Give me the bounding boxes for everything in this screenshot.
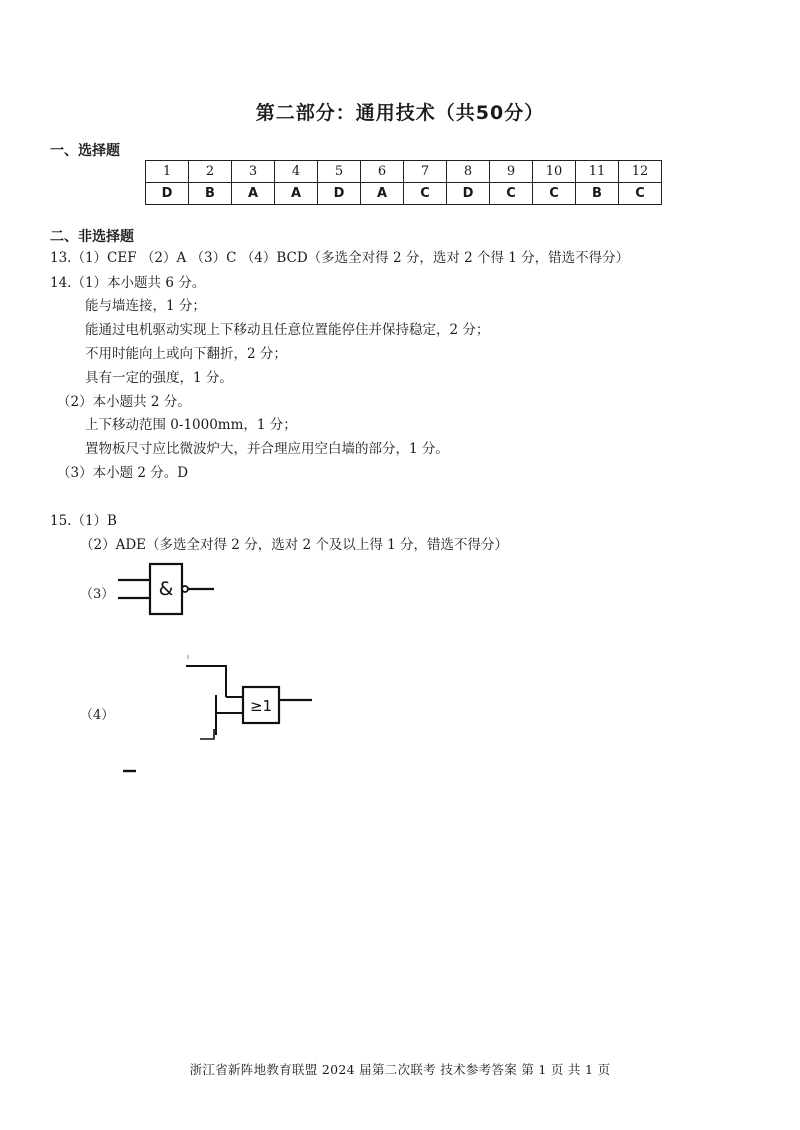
q14-part2-item: 置物板尺寸应比微波炉大，并合理应用空白墙的部分，1 分。 [85,441,449,457]
question-number-cell: 1 [146,161,189,183]
q13-answer: 13.（1）CEF （2）A （3）C （4）BCD（多选全对得 2 分，选对 2 个得 1 分，错选不得分） [50,250,630,266]
question-number-cell: 9 [490,161,533,183]
answer-table-number-row [146,161,662,183]
q14-part3: （3）本小题 2 分。D [57,465,189,481]
answer-cell: A [275,183,318,205]
question-number-cell: 3 [232,161,275,183]
q14-part1-item: 具有一定的强度，1 分。 [85,370,233,386]
answer-cell: C [404,183,447,205]
q15-part1: 15.（1）B [50,513,117,529]
page-footer: 浙江省新阵地教育联盟 2024 届第二次联考 技术参考答案 第 1 页 共 1 页 [189,1062,611,1077]
q14-part2-item: 上下移动范围 0-1000mm，1 分； [85,417,297,433]
page-title: 第二部分：通用技术（共50分） [255,102,545,124]
or-gate-diagram [118,655,318,780]
question-number-cell: 7 [404,161,447,183]
and-gate-diagram [118,560,218,618]
question-number-cell: 12 [619,161,662,183]
answer-cell: B [189,183,232,205]
q14-part1-item: 能与墙连接，1 分； [85,298,206,314]
answer-cell: A [361,183,404,205]
question-number-cell: 11 [576,161,619,183]
answer-table [145,160,662,205]
question-number-cell: 2 [189,161,232,183]
question-number-cell: 6 [361,161,404,183]
answer-cell: A [232,183,275,205]
q14-part1-item: 不用时能向上或向下翻折，2 分； [85,346,287,362]
answer-table-answer-row [146,183,662,205]
question-number-cell: 10 [533,161,576,183]
answer-cell: D [318,183,361,205]
q15-part2: （2）ADE（多选全对得 2 分，选对 2 个及以上得 1 分，错选不得分） [80,537,509,553]
q15-part4-label: （4） [80,708,115,723]
answer-cell: C [533,183,576,205]
q14-part1-item: 能通过电机驱动实现上下移动且任意位置能停住并保持稳定，2 分； [85,322,490,338]
answer-cell: C [619,183,662,205]
answer-cell: D [146,183,189,205]
question-number-cell: 8 [447,161,490,183]
question-number-cell: 5 [318,161,361,183]
q15-part3-label: （3） [80,587,115,602]
answer-cell: D [447,183,490,205]
question-number-cell: 4 [275,161,318,183]
or-gate-symbol: ≥1 [249,697,273,715]
answer-cell: B [576,183,619,205]
q14-part2-title: （2）本小题共 2 分。 [57,394,191,410]
section-heading-choice: 一、选择题 [50,143,120,159]
and-gate-symbol: & [158,578,174,600]
section-heading-non-choice: 二、非选择题 [50,229,134,245]
q14-part1-title: 14.（1）本小题共 6 分。 [50,275,206,291]
answer-cell: C [490,183,533,205]
